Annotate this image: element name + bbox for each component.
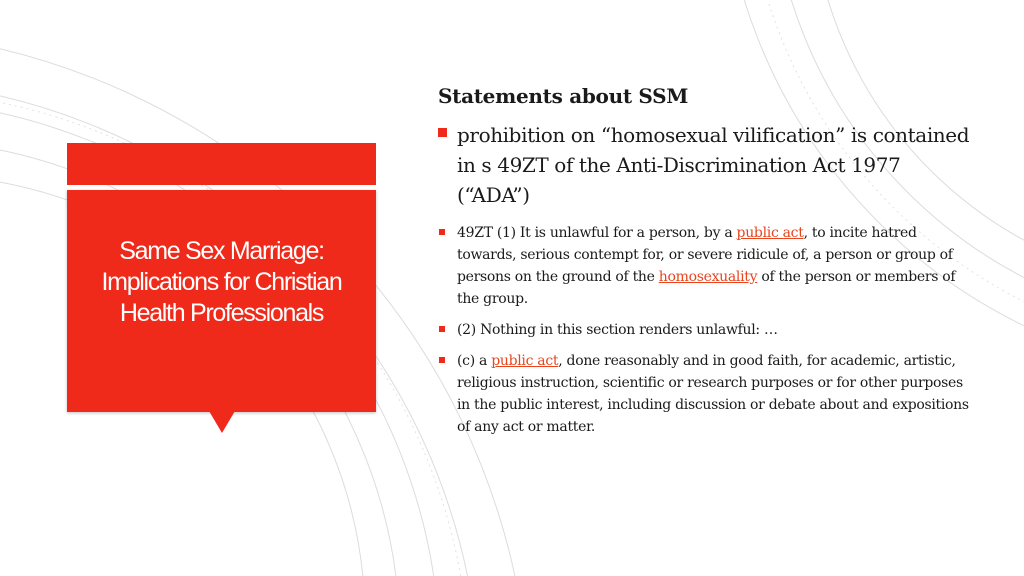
- square-bullet-icon: [438, 128, 447, 137]
- public-act-link[interactable]: public act: [491, 353, 559, 369]
- slide-title: Same Sex Marriage: Implications for Christian Health Professionals: [101, 237, 342, 327]
- content-area: [438, 84, 978, 447]
- square-bullet-icon: [439, 357, 445, 363]
- homosexuality-link[interactable]: homosexuality: [658, 269, 758, 285]
- list-item-text: (c) a: [457, 353, 492, 369]
- section-heading: Statements about SSM: [438, 84, 689, 108]
- list-item-text: 49ZT (1) It is unlawful for a person, by a: [457, 225, 737, 241]
- public-act-link[interactable]: public act: [736, 225, 804, 241]
- title-box-pointer: [209, 411, 235, 433]
- list-item-text: (2) Nothing in this section renders unlawful: …: [457, 322, 778, 338]
- list-item-text: , to incite hatred towards, serious contempt for, or severe ridicule of, a person or group of persons on the ground of the: [457, 225, 953, 285]
- square-bullet-icon: [439, 229, 445, 235]
- list-item: [438, 120, 977, 210]
- list-item-text: of the person or members of the group.: [457, 269, 956, 307]
- title-accent-strip: [67, 143, 376, 185]
- square-bullet-icon: [439, 326, 445, 332]
- list-item-text: , done reasonably and in good faith, for academic, artistic, religious instruction, scientific or research purposes or for other purposes in the public interest, including discussion or debate about and expositions of any act or matter.: [457, 353, 969, 435]
- list-item: [438, 350, 969, 438]
- list-item-text: prohibition on “homosexual vilification” is contained in s 49ZT of the Anti-Discrimination Act 1977 (“ADA”): [457, 123, 970, 207]
- list-item: [438, 222, 969, 310]
- list-item: [438, 319, 969, 341]
